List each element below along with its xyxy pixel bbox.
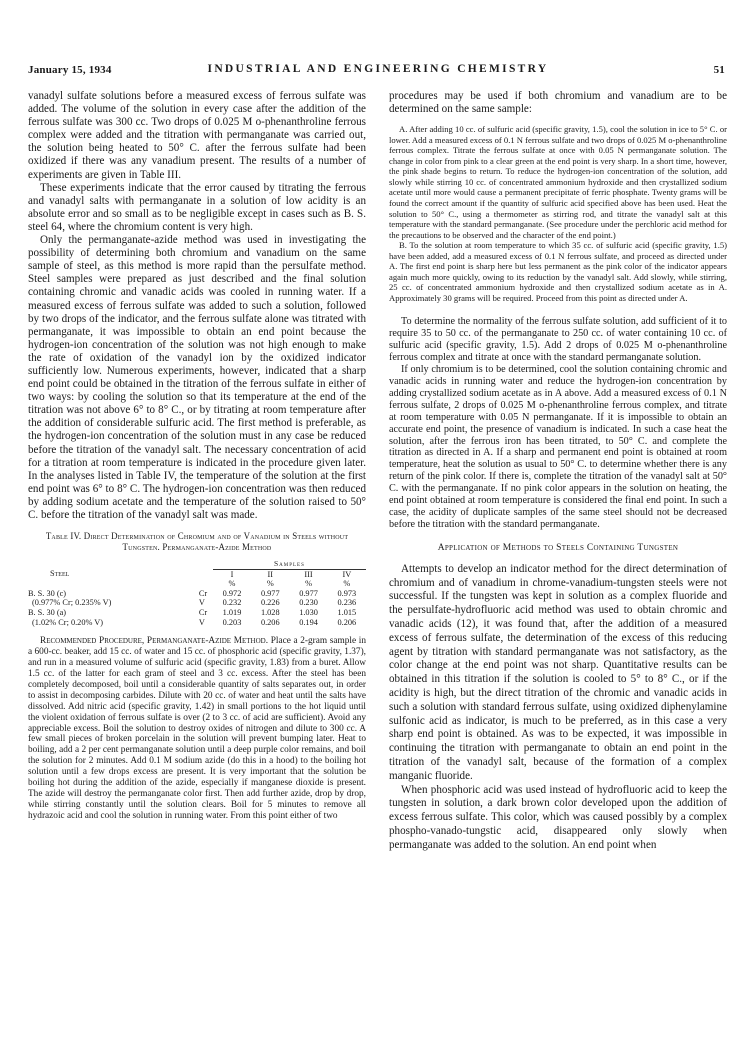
table-col-header: III [304,569,313,579]
paragraph: If only chromium is to be determined, cool the solution containing chromic and vanadic acids in running water and reduce the hydrogen-ion concentration by adding crystallized sodium acetate as in A above. Add a measured excess of 0.1 N ferrous sulfate, 2 drops of 0.025 M o-phenanthroline ferrous complex, and titrate at room temperature with 0.05 N permanganate. If it is impossible to obtain an accurate end point, the presence of vanadium is indicated. In such a case heat the solution, after the ferrous iron has been titrated, to 50° C. and complete the titration as directed in A. If a sharp and permanent end point is obtained at room temperature, heat the solution as usual to 50° C. to determine whether there is any return of the pink color. If there is, complete the titration of the vanadyl salt at 50° C. with the permanganate. If no pink color appears in the solution on heating, the end point obtained at room temperature is considered the final end point. In such a case, the acidity of duplicate samples of the same steel should not be decreased before the titration with the standard permanganate. [389,364,727,530]
paragraph: procedures may be used if both chromium and vanadium are to be determined on the same sample: [389,90,727,116]
section-heading: Application of Methods to Steels Containing Tungsten [437,542,679,553]
paragraph: Only the permanganate-azide method was used in investigating the possibility of determining both chromium and vanadium on the same sample of steel, as this method is more rapid than the persulfate method. Steel samples were prepared as just described and the final solution containing chromic and vanadic acids was cooled in running water. If a measured excess of ferrous sulfate was added to such a solution, followed by two drops of the indicator, and the ferrous sulfate alone was titrated with permanganate, it was impossible to obtain an end point because the hydrogen-ion concentration of the solution was not high enough to make the rate of oxidation of the vanadyl ion by the oxidized indicator sufficiently low. Numerous experiments, however, indicated that a sharp end point could be obtained in the titration of the ferrous sulfate in either of two ways: by cooling the solution so that its temperature at the end of the titration was not above 6° to 8° C., or by titrating at room temperature after the addition of considerable sulfuric acid. The first method is preferable, as the hydrogen-ion concentration of the solution must in any case be reduced before the titration of the vanadyl salt. The necessary concentration of acid for a titration at room temperature is indicated in the procedure given later. In the analyses listed in Table IV, the temperature of the solution at the first end point was 6° to 8° C. The hydrogen-ion concentration was then reduced by adding sodium acetate and the temperature of the solution raised to 50° C. before the titration of the vanadyl salt was made. [28,234,366,521]
data-table [28,559,366,627]
paragraph: When phosphoric acid was used instead of hydrofluoric acid to keep the tungsten in solution, a dark brown color developed upon the addition of excess ferrous sulfate. This color, which was caused possibly by a complex phospho-vanado-tungstic acid, disappeared only slowly when permanganate was added to the solution. An end point when [389,783,727,851]
procedure-heading: Recommended Procedure, Permanganate-Azide Method. [40,636,269,647]
table-cell-steel: B. S. 30 (a) [28,608,67,618]
table-cell-steel: B. S. 30 (c) [28,588,67,598]
journal-page [28,62,727,1047]
table-row [28,608,366,618]
table-unit: % [343,579,351,589]
procedure-section [28,636,366,821]
table-cell: 1.030 [299,608,318,618]
table-unit: % [266,579,274,589]
table-unit: % [305,579,312,589]
table-col-header: II [267,569,274,579]
table-cell-element: Cr [198,588,208,598]
table-caption: Table IV. Direct Determination of Chromium and of Vanadium in Steels without Tungsten. Permanganate-Azide Method [45,531,349,553]
table-cell: 1.015 [337,608,357,618]
table-cell: 0.236 [337,598,357,608]
table-cell-element: V [198,598,205,608]
table-cell: 1.019 [222,608,242,618]
procedure-option-a: A. After adding 10 cc. of sulfuric acid (specific gravity, 1.5), cool the solution in ice to 5° C. or lower. Add a measured excess of 0.1 N ferrous sulfate and two drops of 0.025 M o-phenanthroline ferrous complex. Titrate the ferrous sulfate at once with 0.05 N permanganate solution. The change in color from pink to a clear green at the end point is very sharp. In a short time, however, the pink shade begins to return. To reduce the hydrogen-ion concentration of the solution, add slowly while stirring 10 cc. of concentrated ammonium hydroxide and then crystallized sodium acetate until more would cause a permanent precipitate of ferric phosphate. Twenty grams will be found the correct amount if the quantity of sulfuric acid specified above has been used. Heat the solution to 50° C., using a thermometer as stirring rod, and titrate the vanadyl salt at this temperature with the standard permanganate. (See procedure under the perchloric acid method for the precautions to be observed and the character of the end point.) [389,124,727,240]
right-column [389,90,727,853]
table-cell: 0.972 [222,588,242,598]
header-date: January 15, 1934 [28,64,112,76]
table-cell-steel: (1.02% Cr; 0.20% V) [32,617,104,627]
table-unit: % [228,579,236,589]
procedure-option-b: B. To the solution at room temperature to which 35 cc. of sulfuric acid (specific gravity, 1.5) have been added, add a measured excess of 0.1 N ferrous sulfate, and proceed as directed under A. The first end point is sharp here but less permanent as the pink color of the indicator appears again much more quickly, owing to its reduction by the vanadyl salt. Add slowly, while stirring, 25 cc. of concentrated ammonium hydroxide and then crystallized sodium acetate as in A. Approximately 30 grams will be required. Proceed from this point as directed under A. [389,240,727,303]
table-cell: 0.973 [337,588,357,598]
procedure-text: Place a 2-gram sample in a 600-cc. beaker, add 15 cc. of water and 15 cc. of phosphoric acid (specific gravity, 1.37), and run in a measured volume of sulfuric acid (specific gravity, 1.83) from a buret. Allow 1.5 cc. of the latter for each gram of steel and 3 cc. excess. After the steel has been completely decomposed, boil until a considerable quantity of salts separates out, in order to assist in decomposing carbides. Dilute with 20 cc. of water and heat until the salts have dissolved. Add nitric acid (specific gravity, 1.42) in small portions to the hot liquid until the violent oxidation of ferrous sulfate is over (2 to 3 cc. of acid are sufficient). Avoid any appreciable excess. Boil the solution to destroy oxides of nitrogen and dilute to 300 cc. A few small pieces of broken porcelain in the solution will prevent bumping later. Heat to boiling, add a 2 per cent permanganate solution until a deep purple color remains, and boil the solution for 2 minutes. Add 0.1 M sodium azide (do this in a hood) to the boiling hot solution until a few drops excess are present. It is very important that the solution be boiling hot during the addition of the azide, especially if manganese dioxide is present. The azide will destroy the permanganate color first. Then add further azide, drop by drop, while stirring constantly until the solution clears. Boil for 5 minutes to remove all hydrazoic acid and cool the solution in running water. From this point either of two [28,636,367,821]
table-cell: 0.206 [260,617,280,627]
table-cell-element: V [198,617,205,627]
table-cell: 0.977 [260,588,280,598]
table-cell: 0.194 [299,617,318,627]
table-cell-element: Cr [198,608,208,618]
table-cell-steel: (0.977% Cr; 0.235% V) [32,598,112,608]
paragraph: Attempts to develop an indicator method for the direct determination of chromium and of vanadium in chrome-vanadium-tungsten steels were not successful. If the tungsten was kept in solution as a complex fluoride and the persulfate-hydrofluoric acid method was used to obtain chromic and vanadic acids (12), it was found that, after the addition of a measured excess of ferrous sulfate, the determination of the excess of this reducing agent by titration with standard permanganate was not satisfactory, as the color change at the end point was not sharp. Quantitative results can be obtained in this titration if the solution is cooled to 5° to 8° C., or if the acidity is high, but the direct titration of the chromic and vanadic acids in such a solution with standard ferrous sulfate, using oxidized diphenylamine sulfonic acid as indicator, is much to be preferred, as in this case a very sharp end point is obtained. As was to be expected, it was impossible in continuing the titration with permanganate to obtain an end point in the titration of the vanadyl salt, because of the formation of a complex manganic fluoride. [389,562,727,782]
table-col-header: IV [342,569,352,579]
paragraph: vanadyl sulfate solutions before a measured excess of ferrous sulfate was added. The volume of the solution in every case after the addition of the ferrous sulfate was 300 cc. Two drops of 0.025 M o-phenanthroline ferrous complex were added and the titration with permanganate was carried out, the solution being heated to 50° C. after the ferrous sulfate had been oxidized if there was any vanadium present. The results of a number of experiments are given in Table III. [28,90,366,181]
paragraph: To determine the normality of the ferrous sulfate solution, add sufficient of it to require 35 to 50 cc. of the permanganate to 250 cc. of water containing 10 cc. of sulfuric acid (specific gravity, 1.5). Add 2 drops of 0.025 M o-phenanthroline ferrous complex and titrate at once with the standard permanganate solution. [389,316,727,364]
left-column [28,90,366,822]
table-samples-header: Samples [213,559,366,569]
header-journal-title: INDUSTRIAL AND ENGINEERING CHEMISTRY [207,63,549,75]
procedure-options [389,124,727,303]
table-row [28,598,366,608]
table-cell: 0.977 [299,588,318,598]
table-cell: 0.203 [222,617,242,627]
header-page-number: 51 [713,64,725,76]
table-cell: 1.028 [260,608,280,618]
paragraph: These experiments indicate that the error caused by titrating the ferrous and vanadyl salts with permanganate in a solution of low acidity is an absolute error and so small as to be negligible except in cases such as B. S. steel 64, where the chromium content is very high. [28,181,366,233]
table-cell: 0.226 [260,598,280,608]
table-cell: 0.232 [222,598,242,608]
table-col-header: I [230,569,234,579]
table-cell: 0.206 [337,617,357,627]
table-cell: 0.230 [299,598,318,608]
table-col-header-steel: Steel [50,569,70,579]
table-row [28,589,366,599]
page-header [28,62,727,82]
table-row [28,618,366,628]
